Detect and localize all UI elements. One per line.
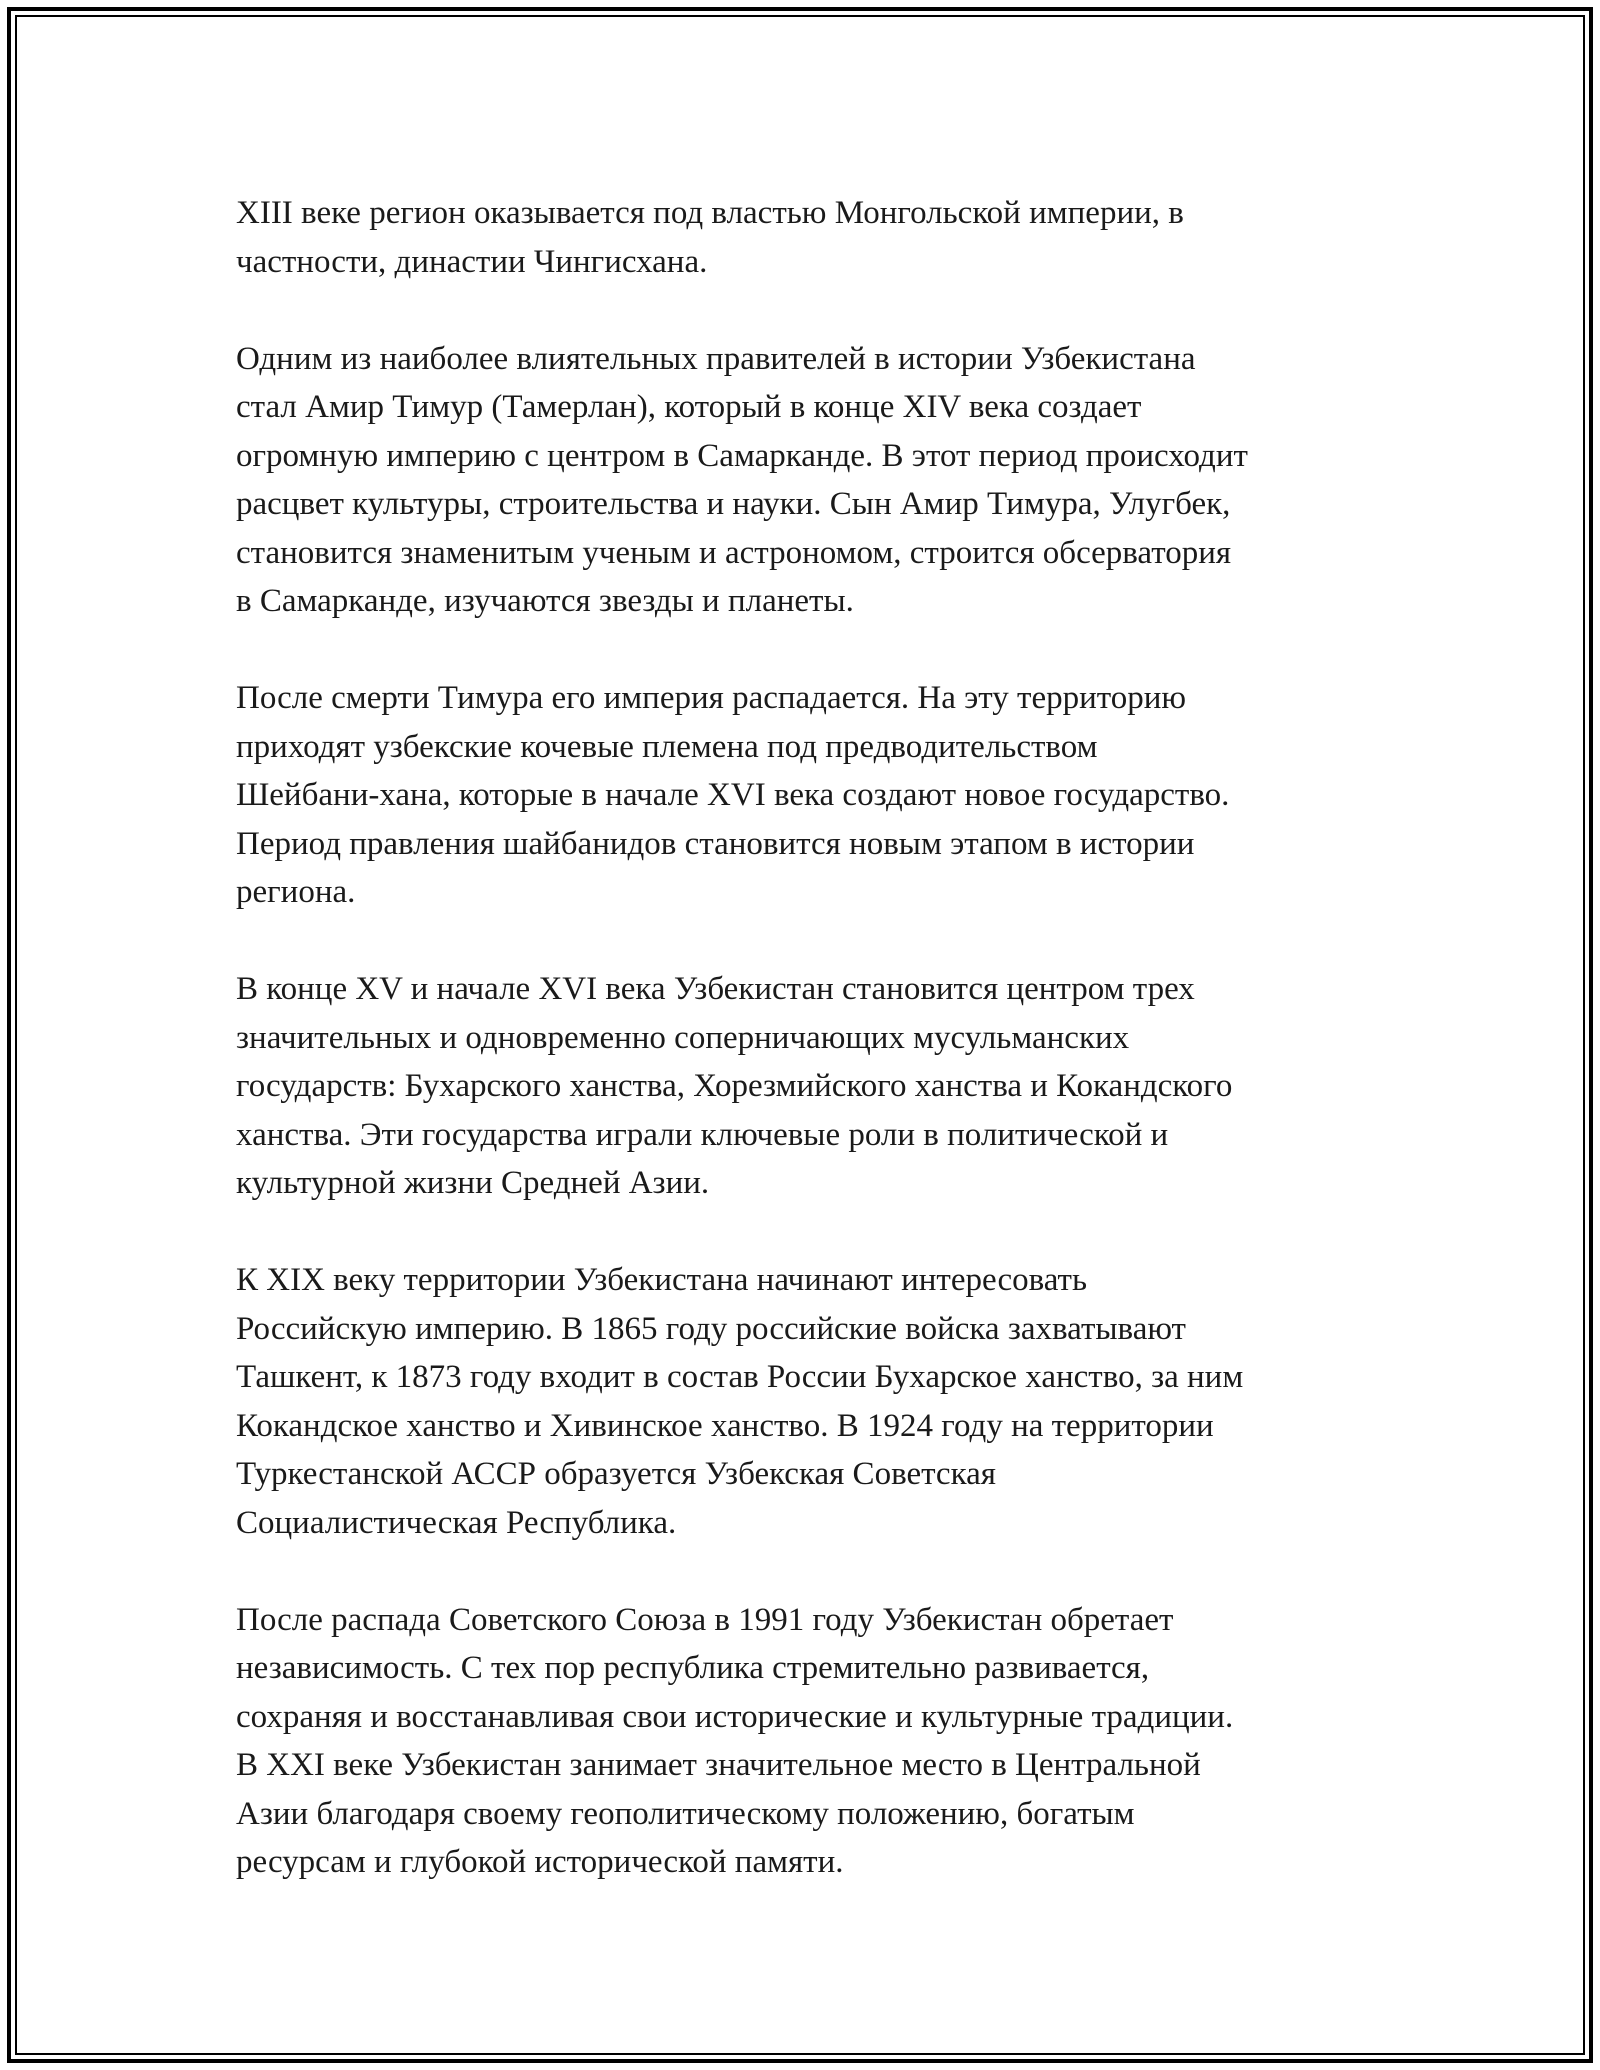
- paragraph-mongol-empire: XIII веке регион оказывается под властью Монгольской империи, в частности, династии Чингисхана.: [236, 195, 1184, 280]
- paragraph-khanates: В конце XV и начале XVI века Узбекистан становится центром трех значительных и одновременно соперничающих мусульманских государств: Бухарского ханства, Хорезмийского ханства и Кокандского ханства. Эти государства играли ключевые роли в политической и культурной жизни Средней Азии.: [236, 971, 1233, 1201]
- paragraph-independence: После распада Советского Союза в 1991 году Узбекистан обретает независимость. С тех пор республика стремительно развивается, сохраняя и восстанавливая свои исторические и культурные традиции. В XXI веке Узбекистан занимает значительное место в Центральной Азии благодаря своему геополитическому положению, богатым ресурсам и глубокой исторической памяти.: [236, 1601, 1234, 1880]
- paragraph-shaybanids: После смерти Тимура его империя распадается. На эту территорию приходят узбекские кочевые племена под предводительством Шейбани-хана, которые в начале XVI века создают новое государство. Период правления шайбанидов становится новым этапом в истории региона.: [236, 680, 1230, 910]
- paragraph-russian-empire: К XIX веку территории Узбекистана начинают интересовать Российскую империю. В 1865 году российские войска захватывают Ташкент, к 1873 году входит в состав России Бухарское ханство, за ним Кокандское ханство и Хивинское ханство. В 1924 году на территории Туркестанской АССР образуется Узбекская Советская Социалистическая Республика.: [236, 1262, 1244, 1541]
- paragraph-amir-timur: Одним из наиболее влиятельных правителей в истории Узбекистана стал Амир Тимур (Тамерлан), который в конце XIV века создает огромную империю с центром в Самарканде. В этот период происходит расцвет культуры, строительства и науки. Сын Амир Тимура, Улугбек, становится знаменитым ученым и астрономом, строится обсерватория в Самарканде, изучаются звезды и планеты.: [236, 340, 1248, 619]
- document-body: [236, 189, 1386, 1887]
